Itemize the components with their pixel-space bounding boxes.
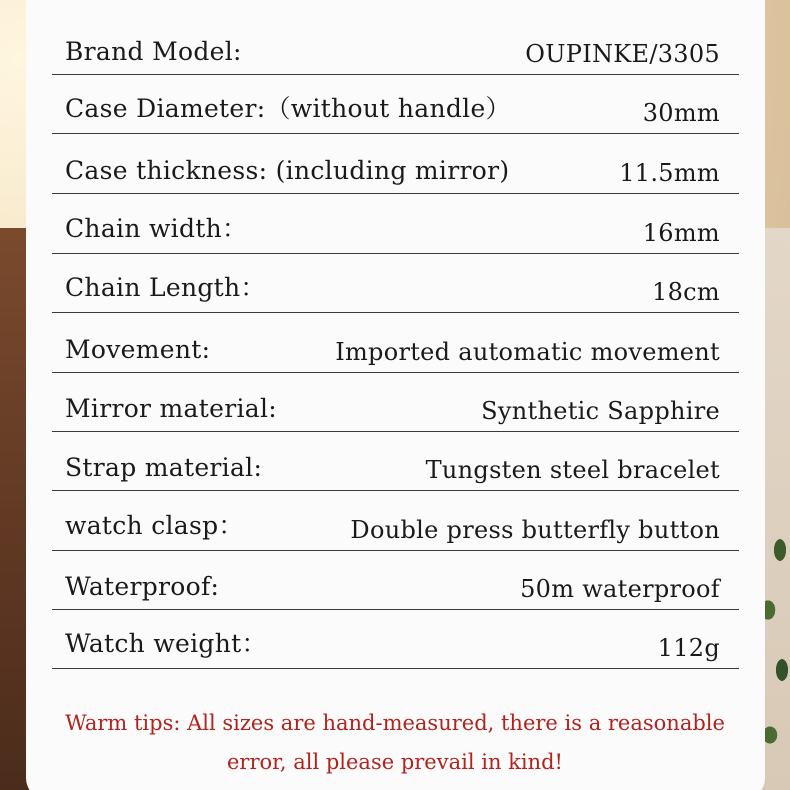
spec-label: Waterproof: bbox=[65, 572, 220, 601]
spec-label: Strap material: bbox=[65, 453, 263, 482]
spec-label: Chain Length： bbox=[65, 273, 266, 302]
spec-value: OUPINKE/3305 bbox=[525, 40, 720, 68]
spec-value: Double press butterfly button bbox=[350, 516, 720, 544]
spec-label: Case Diameter:（without handle） bbox=[65, 94, 511, 123]
warm-tips bbox=[40, 704, 750, 782]
spec-value: Imported automatic movement bbox=[335, 338, 720, 366]
spec-label: Case thickness: (including mirror) bbox=[65, 156, 510, 185]
spec-value: 112g bbox=[657, 634, 720, 662]
spec-row-movement bbox=[52, 314, 739, 373]
spec-label: Chain width： bbox=[65, 214, 248, 243]
spec-value: Tungsten steel bracelet bbox=[425, 456, 720, 484]
spec-label: Movement: bbox=[65, 335, 211, 364]
spec-row-strap-material bbox=[52, 432, 739, 491]
spec-row-mirror-material bbox=[52, 373, 739, 432]
spec-value: 50m waterproof bbox=[520, 575, 720, 603]
spec-row-case-thickness bbox=[52, 135, 739, 194]
spec-row-chain-length bbox=[52, 254, 739, 313]
spec-value: 18cm bbox=[652, 278, 720, 306]
spec-label: Watch weight： bbox=[65, 629, 267, 658]
spec-row-watch-clasp bbox=[52, 492, 739, 551]
spec-row-brand-model bbox=[52, 16, 739, 75]
warm-tips-line-1: Warm tips: All sizes are hand-measured, there is a reasonable bbox=[65, 711, 725, 735]
spec-label: Brand Model: bbox=[65, 37, 242, 66]
spec-value: Synthetic Sapphire bbox=[481, 397, 720, 425]
warm-tips-line-2: error, all please prevail in kind! bbox=[226, 750, 563, 774]
spec-label: Mirror material: bbox=[65, 394, 277, 423]
spec-row-watch-weight bbox=[52, 610, 739, 669]
spec-value: 11.5mm bbox=[619, 159, 720, 187]
spec-label: watch clasp： bbox=[65, 511, 244, 540]
spec-row-chain-width bbox=[52, 195, 739, 254]
spec-value: 30mm bbox=[642, 99, 720, 127]
spec-row-case-diameter bbox=[52, 75, 739, 134]
spec-value: 16mm bbox=[642, 219, 720, 247]
spec-row-waterproof bbox=[52, 551, 739, 610]
